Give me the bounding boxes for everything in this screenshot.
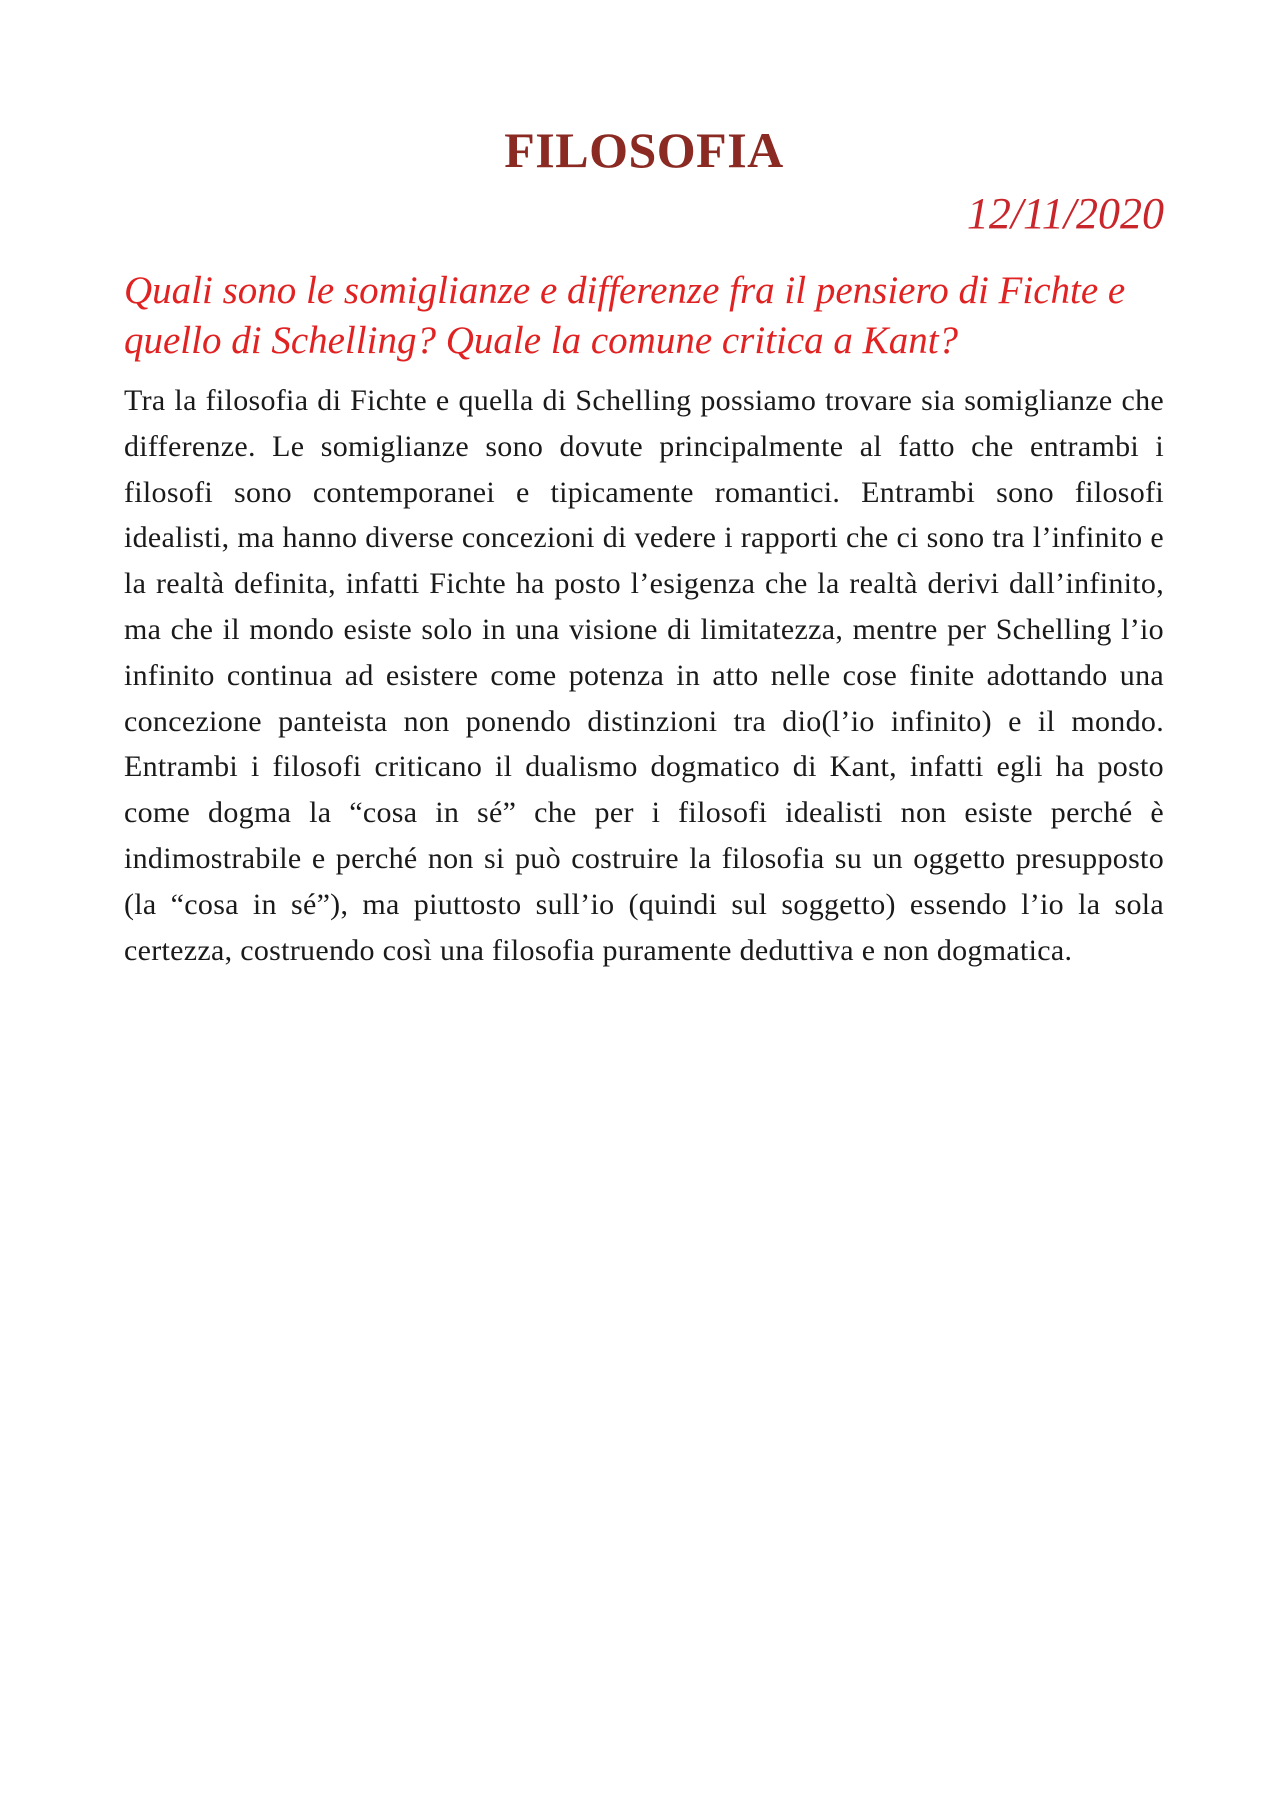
document-content [124, 110, 1164, 973]
question-heading: Quali sono le somiglianze e differenze fra il pensiero di Fichte e quello di Schelling? Quale la comune critica a Kant? [124, 269, 1126, 362]
answer-paragraph: Tra la filosofia di Fichte e quella di Schelling possiamo trovare sia somiglianze che differenze. Le somiglianze sono dovute principalmente al fatto che entrambi i filosofi sono contemporanei e tipicamente romantici. Entrambi sono filosofi idealisti, ma hanno diverse concezioni di vedere i rapporti che ci sono tra l’infinito e la realtà definita, infatti Fichte ha posto l’esigenza che la realtà derivi dall’infinito, ma che il mondo esiste solo in una visione di limitatezza, mentre per Schelling l’io infinito continua ad esistere come potenza in atto nelle cose finite adottando una concezione panteista non ponendo distinzioni tra dio(l’io infinito) e il mondo. Entrambi i filosofi criticano il dualismo dogmatico di Kant, infatti egli ha posto come dogma la “cosa in sé” che per i filosofi idealisti non esiste perché è indimostrabile e perché non si può costruire la filosofia su un oggetto presupposto (la “cosa in sé”), ma piuttosto sull’io (quindi sul soggetto) essendo l’io la sola certezza, costruendo così una filosofia puramente deduttiva e non dogmatica. [124, 384, 1164, 967]
document-date: 12/11/2020 [966, 189, 1164, 238]
document-title: FILOSOFIA [504, 122, 784, 178]
